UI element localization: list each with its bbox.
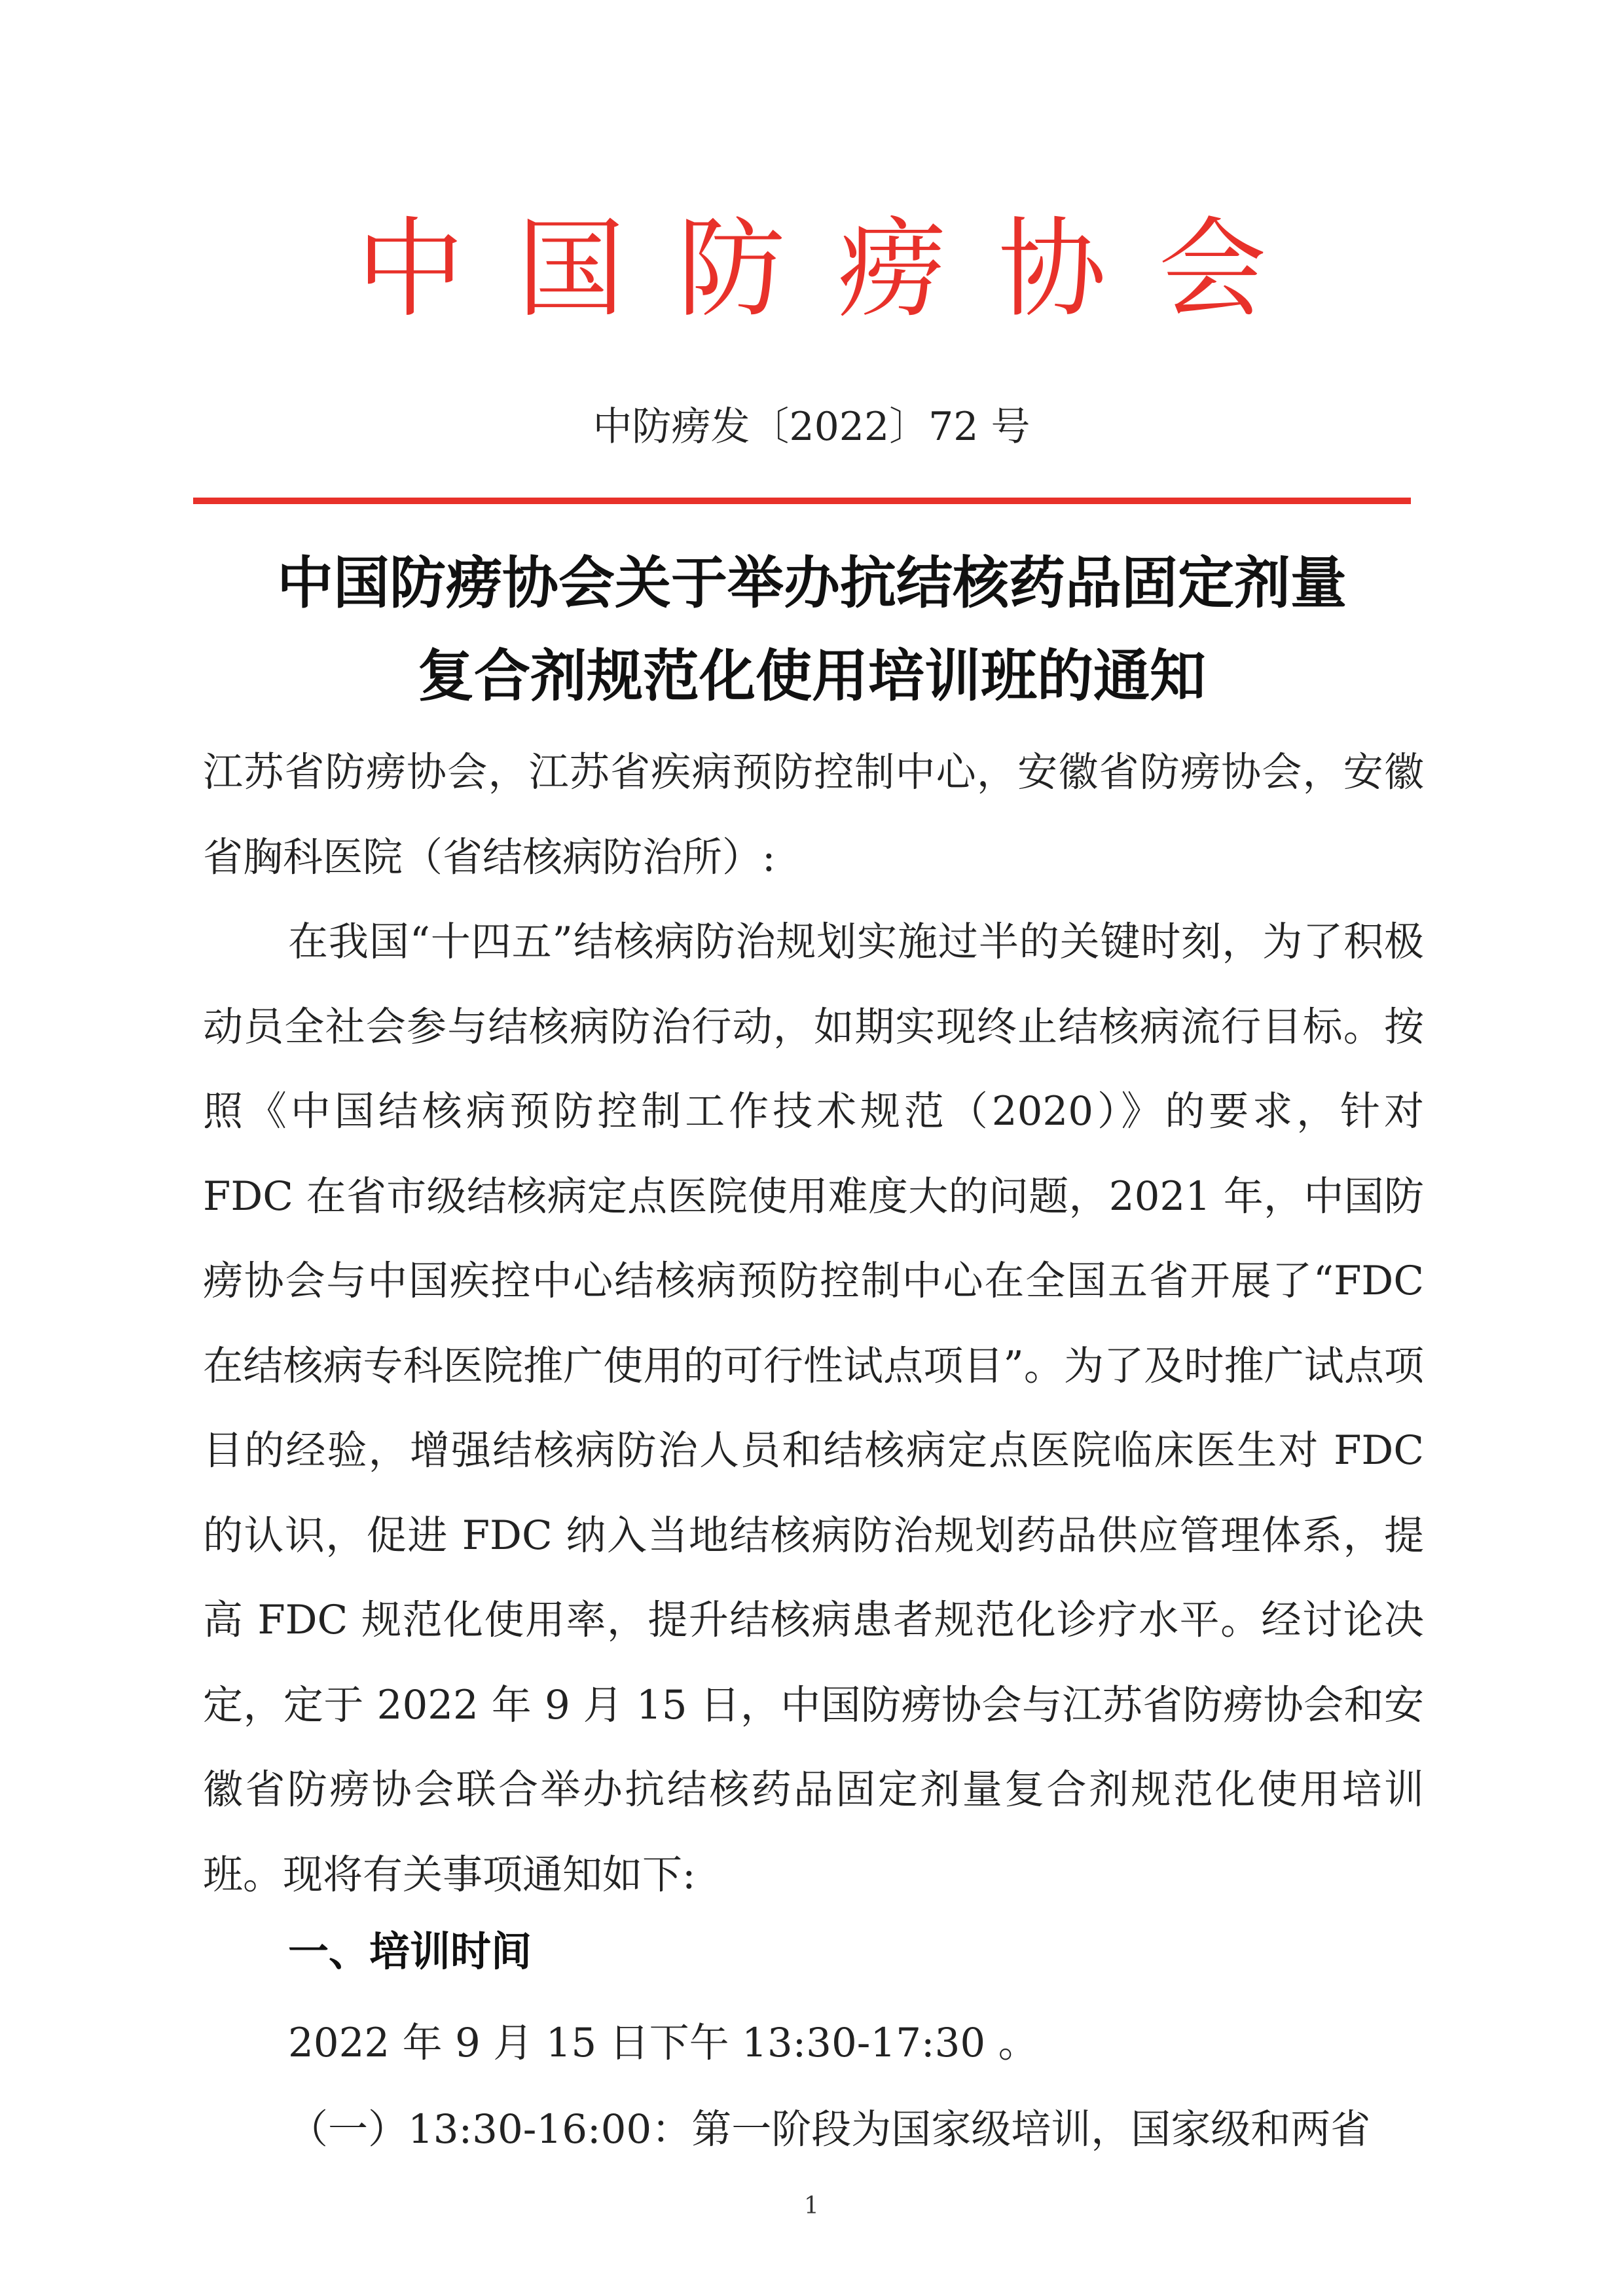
section-heading-training-time: 一、培训时间: [288, 1927, 532, 1975]
organization-header: 中国防痨协会: [356, 210, 1319, 330]
document-number: 中防痨发〔2022〕72 号: [593, 404, 1030, 450]
page-number: 1: [804, 2193, 819, 2219]
document-title: [196, 537, 1427, 723]
stage-one-line: （一）13:30-16:00：第一阶段为国家级培训，国家级和两省: [288, 2106, 1371, 2153]
training-time-line: 2022 年 9 月 15 日下午 13:30-17:30 。: [288, 2020, 1038, 2066]
title-line-1: 中国防痨协会关于举办抗结核药品固定剂量: [277, 550, 1347, 616]
red-divider-line: [193, 498, 1411, 504]
title-line-2: 复合剂规范化使用培训班的通知: [418, 643, 1206, 709]
salutation: 江苏省防痨协会，江苏省疾病预防控制中心，安徽省防痨协会，安徽省胸科医院（省结核病防治所）:: [203, 749, 1424, 881]
intro-paragraph: 在我国“十四五”结核病防治规划实施过半的关键时刻，为了积极动员全社会参与结核病防治行动，如期实现终止结核病流行目标。按照《中国结核病预防控制工作技术规范（2020）》的要求，针对 FDC 在省市级结核病定点医院使用难度大的问题，2021 年，中国防痨协会与中国疾控中心结核病预防控制中心在全国五省开展了“FDC 在结核病专科医院推广使用的可行性试点项目”。为了及时推广试点项目的经验，增强结核病防治人员和结核病定点医院临床医生对 FDC 的认识，促进 FDC 纳入当地结核病防治规划药品供应管理体系，提高 FDC 规范化使用率，提升结核病患者规范化诊疗水平。经讨论决定，定于 2022 年 9 月 15 日，中国防痨协会与江苏省防痨协会和安徽省防痨协会联合举办抗结核药品固定剂量复合剂规范化使用培训班。现将有关事项通知如下:: [203, 919, 1424, 1898]
